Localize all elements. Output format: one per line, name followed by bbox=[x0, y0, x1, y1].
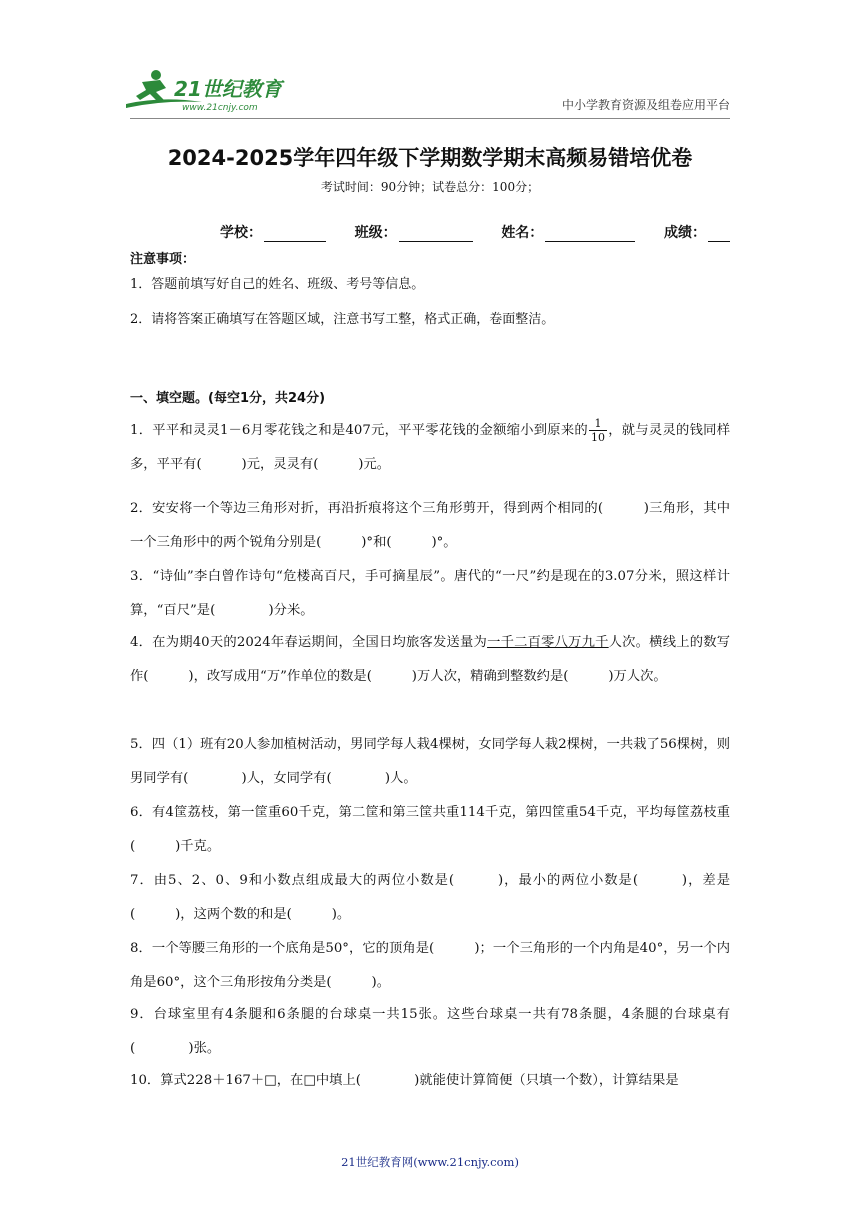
section-heading: 一、填空题。(每空1分，共24分) bbox=[130, 391, 326, 406]
notes-heading: 注意事项： bbox=[130, 252, 196, 267]
fraction: $\frac{1}{10}$ bbox=[590, 417, 605, 444]
class-blank[interactable] bbox=[399, 227, 473, 242]
student-info-fields bbox=[220, 222, 730, 242]
exam-subtitle: 考试时间：90分钟；试卷总分：100分； bbox=[320, 180, 540, 194]
class-field[interactable]: 班级： bbox=[355, 222, 473, 242]
site-logo bbox=[122, 66, 292, 116]
question-4: 4．在为期40天的2024年春运期间，全国日均旅客发送量为一千二百零八万九千人次。横线上的数写作( )，改写成用“万”作单位的数是( )万人次，精确到整数约是( )万人次。 bbox=[130, 635, 731, 684]
runner-logo-icon bbox=[122, 66, 292, 116]
underlined-number: 一千二百零八万九千 bbox=[487, 635, 609, 650]
question-1: 1．平平和灵灵1－6月零花钱之和是407元，平平零花钱的金额缩小到原来的 $\frac{1}{10}$ ，就与灵灵的钱同样多，平平有( )元，灵灵有( )元。 bbox=[130, 417, 730, 472]
platform-caption: 中小学教育资源及组卷应用平台 bbox=[561, 98, 730, 112]
question-3: 3．“诗仙”李白曾作诗句“危楼高百尺，手可摘星辰”。唐代的“一尺”约是现在的3.07分米，照这样计算，“百尺”是( )分米。 bbox=[130, 569, 730, 618]
page-footer[interactable]: 21世纪教育网(www.21cnjy.com) bbox=[341, 1155, 519, 1169]
exam-title: 2024-2025学年四年级下学期数学期末高频易错培优卷 bbox=[167, 146, 693, 170]
name-blank[interactable] bbox=[545, 227, 635, 242]
school-field[interactable]: 学校： bbox=[220, 222, 326, 242]
question-8: 8．一个等腰三角形的一个底角是50°，它的顶角是( )；一个三角形的一个内角是40°，另一个内角是60°，这个三角形按角分类是( )。 bbox=[130, 941, 730, 990]
svg-text:21世纪教育: 21世纪教育 bbox=[174, 77, 282, 101]
note-item: 1．答题前填写好自己的姓名、班级、考号等信息。 bbox=[130, 277, 425, 292]
name-field[interactable]: 姓名： bbox=[501, 222, 635, 242]
score-blank[interactable] bbox=[708, 227, 730, 242]
svg-text:www.21cnjy.com: www.21cnjy.com bbox=[182, 103, 258, 113]
question-10: 10．算式228＋167＋□，在□中填上( )就能使计算简便（只填一个数），计算结果是 bbox=[130, 1073, 679, 1088]
score-field[interactable]: 成绩： bbox=[664, 222, 730, 242]
school-blank[interactable] bbox=[264, 227, 326, 242]
note-item: 2．请将答案正确填写在答题区域，注意书写工整，格式正确，卷面整洁。 bbox=[130, 312, 555, 327]
question-6: 6．有4筐荔枝，第一筐重60千克，第二筐和第三筐共重114千克，第四筐重54千克，平均每筐荔枝重( )千克。 bbox=[130, 805, 730, 854]
header-divider bbox=[130, 118, 730, 119]
question-9: 9．台球室里有4条腿和6条腿的台球桌一共15张。这些台球桌一共有78条腿，4条腿的台球桌有( )张。 bbox=[130, 1007, 730, 1056]
question-7: 7．由5、2、0、9和小数点组成最大的两位小数是( )，最小的两位小数是( )，差是( )，这两个数的和是( )。 bbox=[130, 873, 730, 922]
question-2: 2．安安将一个等边三角形对折，再沿折痕将这个三角形剪开，得到两个相同的( )三角形，其中一个三角形中的两个锐角分别是( )°和( )°。 bbox=[130, 501, 730, 550]
question-5: 5．四（1）班有20人参加植树活动，男同学每人栽4棵树，女同学每人栽2棵树，一共栽了56棵树，则男同学有( )人，女同学有( )人。 bbox=[130, 737, 730, 786]
